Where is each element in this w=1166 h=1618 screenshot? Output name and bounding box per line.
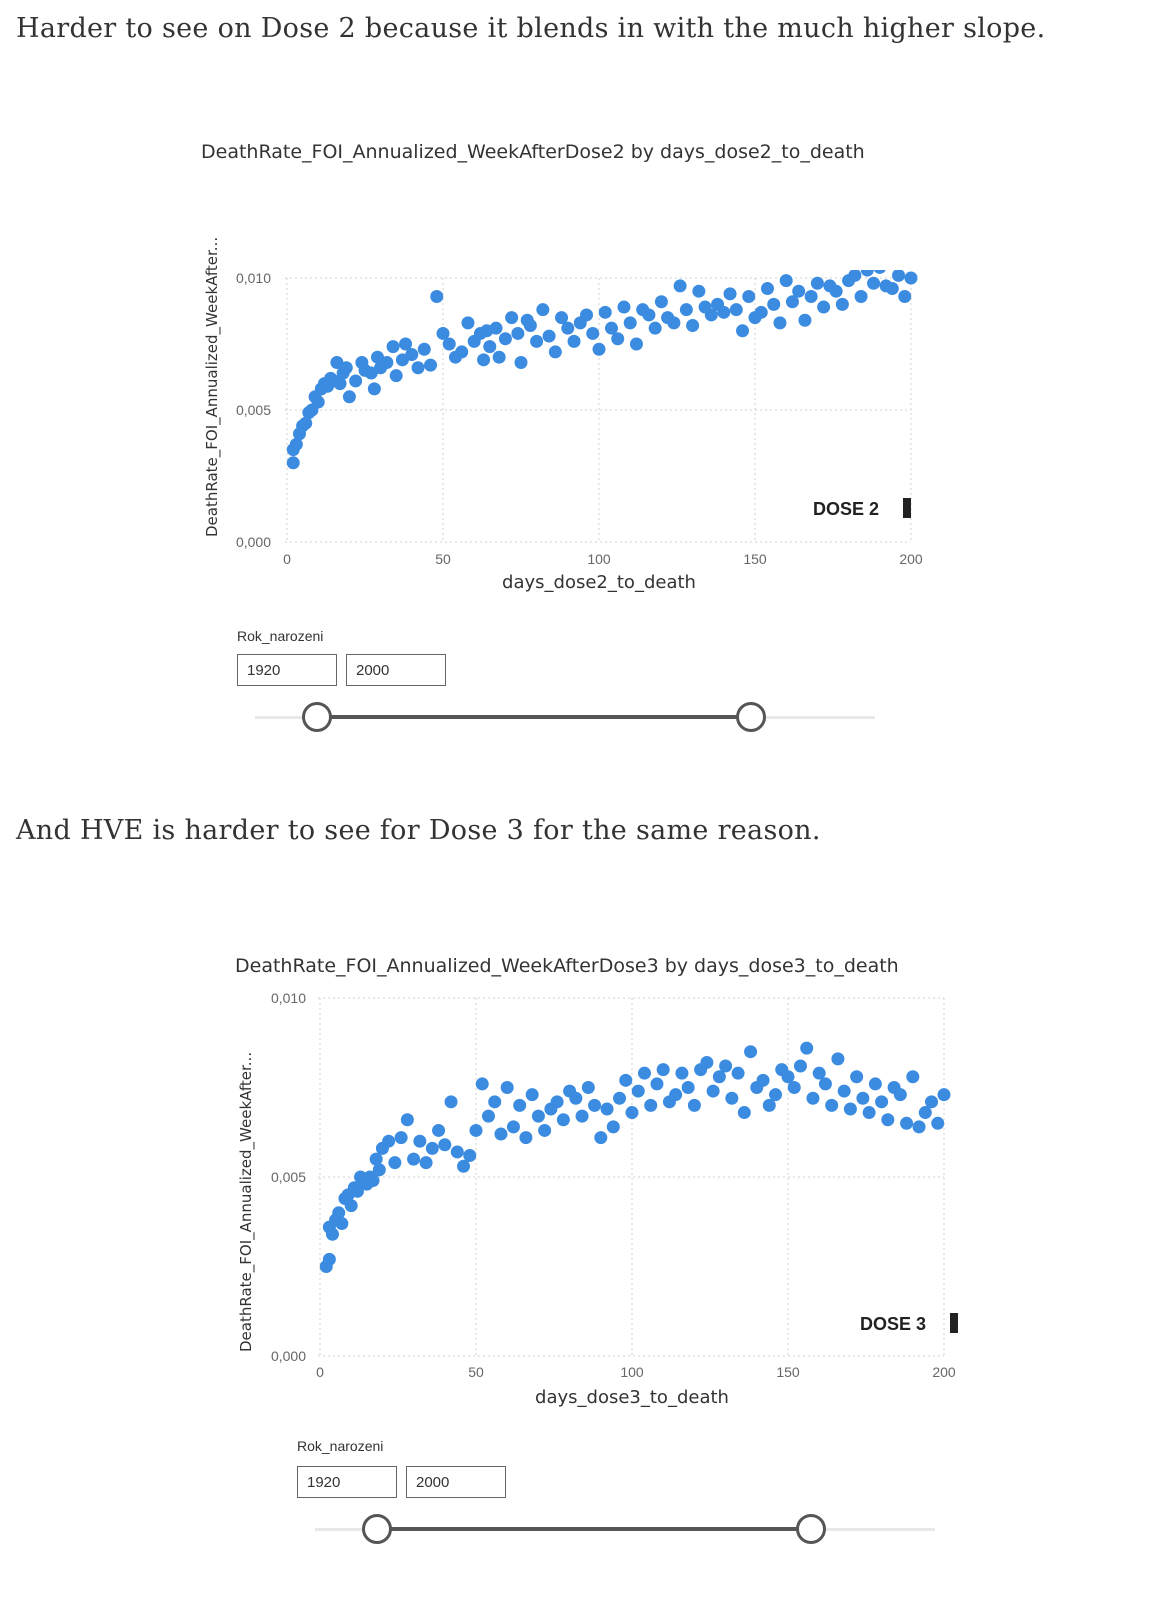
data-point bbox=[482, 1110, 495, 1123]
data-point bbox=[811, 277, 824, 290]
data-point bbox=[445, 1095, 458, 1108]
data-point bbox=[761, 282, 774, 295]
data-point bbox=[373, 1163, 386, 1176]
slider-selected-range bbox=[317, 715, 751, 719]
y-tick-label: 0,000 bbox=[270, 1348, 306, 1364]
paragraph-dose3: And HVE is harder to see for Dose 3 for the same reason. bbox=[16, 815, 821, 846]
data-point bbox=[326, 1228, 339, 1241]
data-point bbox=[894, 1088, 907, 1101]
data-point bbox=[594, 1131, 607, 1144]
x-tick-label: 50 bbox=[435, 551, 451, 567]
data-point bbox=[855, 290, 868, 303]
data-point bbox=[805, 290, 818, 303]
data-point bbox=[476, 1077, 489, 1090]
slider-selected-range bbox=[377, 1527, 811, 1531]
data-point bbox=[611, 332, 624, 345]
data-point bbox=[551, 1095, 564, 1108]
data-point bbox=[642, 308, 655, 321]
data-point bbox=[443, 338, 456, 351]
data-point bbox=[568, 335, 581, 348]
dose-annotation: DOSE 3 bbox=[860, 1314, 927, 1334]
data-point bbox=[601, 1102, 614, 1115]
data-point bbox=[401, 1113, 414, 1126]
data-point bbox=[867, 277, 880, 290]
data-point bbox=[730, 303, 743, 316]
data-point bbox=[667, 316, 680, 329]
slicer-from-input[interactable]: 1920 bbox=[297, 1466, 397, 1498]
data-point bbox=[881, 1113, 894, 1126]
data-point bbox=[632, 1085, 645, 1098]
data-point bbox=[524, 319, 537, 332]
scatter-chart-dose2 bbox=[225, 270, 945, 600]
data-point bbox=[312, 396, 325, 409]
data-point bbox=[412, 361, 425, 374]
slicer-rok-narozeni-dose2 bbox=[237, 628, 877, 738]
data-point bbox=[335, 1217, 348, 1230]
data-point bbox=[483, 340, 496, 353]
data-point bbox=[536, 303, 549, 316]
data-point bbox=[830, 285, 843, 298]
data-point bbox=[649, 322, 662, 335]
data-point bbox=[368, 382, 381, 395]
data-point bbox=[395, 1131, 408, 1144]
data-point bbox=[561, 322, 574, 335]
data-point bbox=[773, 316, 786, 329]
data-point bbox=[898, 290, 911, 303]
slicer-to-input[interactable]: 2000 bbox=[406, 1466, 506, 1498]
scatter-chart-dose3 bbox=[258, 985, 978, 1415]
data-point bbox=[349, 374, 362, 387]
data-point bbox=[831, 1052, 844, 1065]
data-point bbox=[906, 1070, 919, 1083]
data-point bbox=[913, 1120, 926, 1133]
data-point bbox=[844, 1102, 857, 1115]
y-axis-title-dose2: DeathRate_FOI_Annualized_WeekAfter... bbox=[203, 236, 221, 537]
slicer-from-input[interactable]: 1920 bbox=[237, 654, 337, 686]
data-point bbox=[380, 356, 393, 369]
data-point bbox=[886, 282, 899, 295]
data-point bbox=[788, 1081, 801, 1094]
data-point bbox=[905, 272, 918, 285]
data-point bbox=[438, 1138, 451, 1151]
data-point bbox=[619, 1074, 632, 1087]
data-point bbox=[767, 298, 780, 311]
data-point bbox=[719, 1060, 732, 1073]
data-point bbox=[692, 285, 705, 298]
slicer-title: Rok_narozeni bbox=[297, 1438, 384, 1454]
data-point bbox=[838, 1085, 851, 1098]
data-point bbox=[340, 361, 353, 374]
data-point bbox=[836, 298, 849, 311]
data-point bbox=[717, 306, 730, 319]
x-tick-label: 100 bbox=[620, 1364, 644, 1380]
data-point bbox=[323, 1253, 336, 1266]
data-point bbox=[418, 343, 431, 356]
data-point bbox=[430, 290, 443, 303]
data-point bbox=[549, 345, 562, 358]
paragraph-dose2: Harder to see on Dose 2 because it blends in with the much higher slope. bbox=[16, 13, 1046, 44]
x-tick-label: 150 bbox=[743, 551, 767, 567]
data-point bbox=[382, 1135, 395, 1148]
data-point bbox=[426, 1142, 439, 1155]
x-tick-label: 0 bbox=[316, 1364, 324, 1380]
data-point bbox=[599, 306, 612, 319]
data-point bbox=[900, 1117, 913, 1130]
chart-title-dose3: DeathRate_FOI_Annualized_WeekAfterDose3 by days_dose3_to_death bbox=[235, 955, 899, 977]
x-tick-label: 150 bbox=[776, 1364, 800, 1380]
dose-marker bbox=[950, 1313, 958, 1333]
data-point bbox=[755, 306, 768, 319]
data-point bbox=[657, 1063, 670, 1076]
data-point bbox=[931, 1117, 944, 1130]
data-point bbox=[501, 1081, 514, 1094]
data-point bbox=[869, 1077, 882, 1090]
data-point bbox=[507, 1120, 520, 1133]
data-point bbox=[817, 301, 830, 314]
slider-max-handle[interactable] bbox=[796, 1514, 826, 1544]
data-point bbox=[655, 295, 668, 308]
data-point bbox=[557, 1113, 570, 1126]
data-point bbox=[461, 316, 474, 329]
dose-annotation: DOSE 2 bbox=[813, 499, 880, 519]
data-point bbox=[586, 327, 599, 340]
data-point bbox=[388, 1156, 401, 1169]
data-point bbox=[732, 1067, 745, 1080]
data-point bbox=[800, 1042, 813, 1055]
data-point bbox=[580, 308, 593, 321]
data-point bbox=[624, 316, 637, 329]
data-point bbox=[387, 340, 400, 353]
data-point bbox=[543, 330, 556, 343]
chart-title-dose2: DeathRate_FOI_Annualized_WeekAfterDose2 by days_dose2_to_death bbox=[201, 141, 865, 163]
data-point bbox=[432, 1124, 445, 1137]
data-point bbox=[455, 345, 468, 358]
x-tick-label: 50 bbox=[468, 1364, 484, 1380]
data-point bbox=[390, 369, 403, 382]
data-point bbox=[707, 1085, 720, 1098]
data-point bbox=[513, 1099, 526, 1112]
data-point bbox=[519, 1131, 532, 1144]
data-point bbox=[856, 1092, 869, 1105]
data-point bbox=[420, 1156, 433, 1169]
y-tick-label: 0,010 bbox=[235, 270, 271, 286]
y-tick-label: 0,010 bbox=[270, 990, 306, 1006]
data-point bbox=[569, 1092, 582, 1105]
data-point bbox=[792, 285, 805, 298]
slicer-title: Rok_narozeni bbox=[237, 628, 324, 644]
data-point bbox=[405, 348, 418, 361]
data-point bbox=[798, 314, 811, 327]
data-point bbox=[490, 322, 503, 335]
data-point bbox=[650, 1077, 663, 1090]
data-point bbox=[407, 1153, 420, 1166]
data-point bbox=[825, 1099, 838, 1112]
slicer-to-input[interactable]: 2000 bbox=[346, 654, 446, 686]
data-point bbox=[769, 1088, 782, 1101]
data-point bbox=[863, 1106, 876, 1119]
data-point bbox=[688, 1099, 701, 1112]
data-point bbox=[532, 1110, 545, 1123]
data-point bbox=[451, 1145, 464, 1158]
data-point bbox=[669, 1088, 682, 1101]
slicer-rok-narozeni-dose3 bbox=[297, 1438, 937, 1553]
x-axis-title: days_dose3_to_death bbox=[535, 1387, 729, 1408]
data-point bbox=[626, 1106, 639, 1119]
y-tick-label: 0,000 bbox=[235, 534, 271, 550]
data-point bbox=[806, 1092, 819, 1105]
data-point bbox=[607, 1120, 620, 1133]
data-point bbox=[477, 353, 490, 366]
data-point bbox=[345, 1199, 358, 1212]
data-point bbox=[819, 1077, 832, 1090]
data-point bbox=[515, 356, 528, 369]
data-point bbox=[582, 1081, 595, 1094]
data-point bbox=[588, 1099, 601, 1112]
slider-max-handle[interactable] bbox=[736, 702, 766, 732]
slider-min-handle[interactable] bbox=[362, 1514, 392, 1544]
data-point bbox=[538, 1124, 551, 1137]
data-point bbox=[892, 270, 905, 282]
data-point bbox=[644, 1099, 657, 1112]
data-point bbox=[526, 1088, 539, 1101]
data-point bbox=[638, 1067, 651, 1080]
data-point bbox=[875, 1095, 888, 1108]
data-point bbox=[470, 1124, 483, 1137]
x-tick-label: 200 bbox=[932, 1364, 956, 1380]
data-point bbox=[700, 1056, 713, 1069]
x-tick-label: 0 bbox=[283, 551, 291, 567]
data-point bbox=[463, 1149, 476, 1162]
data-point bbox=[576, 1110, 589, 1123]
x-tick-label: 100 bbox=[587, 551, 611, 567]
data-point bbox=[675, 1067, 688, 1080]
data-point bbox=[530, 335, 543, 348]
y-axis-title-dose3: DeathRate_FOI_Annualized_WeekAfter... bbox=[237, 1051, 255, 1352]
data-point bbox=[686, 319, 699, 332]
data-point bbox=[738, 1106, 751, 1119]
data-point bbox=[725, 1092, 738, 1105]
data-point bbox=[499, 332, 512, 345]
data-point bbox=[505, 311, 518, 324]
data-point bbox=[613, 1092, 626, 1105]
data-point bbox=[493, 351, 506, 364]
data-point bbox=[736, 324, 749, 337]
y-tick-label: 0,005 bbox=[235, 402, 271, 418]
x-axis-title: days_dose2_to_death bbox=[502, 572, 696, 593]
data-point bbox=[617, 301, 630, 314]
data-point bbox=[744, 1045, 757, 1058]
data-point bbox=[925, 1095, 938, 1108]
data-point bbox=[682, 1081, 695, 1094]
data-point bbox=[494, 1128, 507, 1141]
data-point bbox=[724, 287, 737, 300]
data-point bbox=[873, 270, 886, 274]
data-point bbox=[742, 290, 755, 303]
data-point bbox=[424, 359, 437, 372]
data-point bbox=[674, 279, 687, 292]
y-tick-label: 0,005 bbox=[270, 1169, 306, 1185]
dose-marker bbox=[903, 498, 911, 518]
data-point bbox=[287, 456, 300, 469]
data-point bbox=[593, 343, 606, 356]
data-point bbox=[938, 1088, 951, 1101]
data-point bbox=[630, 338, 643, 351]
data-point bbox=[850, 1070, 863, 1083]
data-point bbox=[413, 1135, 426, 1148]
slider-min-handle[interactable] bbox=[302, 702, 332, 732]
data-point bbox=[757, 1074, 770, 1087]
data-point bbox=[680, 303, 693, 316]
data-point bbox=[511, 327, 524, 340]
x-tick-label: 200 bbox=[899, 551, 923, 567]
data-point bbox=[780, 274, 793, 287]
data-point bbox=[861, 270, 874, 277]
data-point bbox=[343, 390, 356, 403]
data-point bbox=[488, 1095, 501, 1108]
data-point bbox=[794, 1060, 807, 1073]
